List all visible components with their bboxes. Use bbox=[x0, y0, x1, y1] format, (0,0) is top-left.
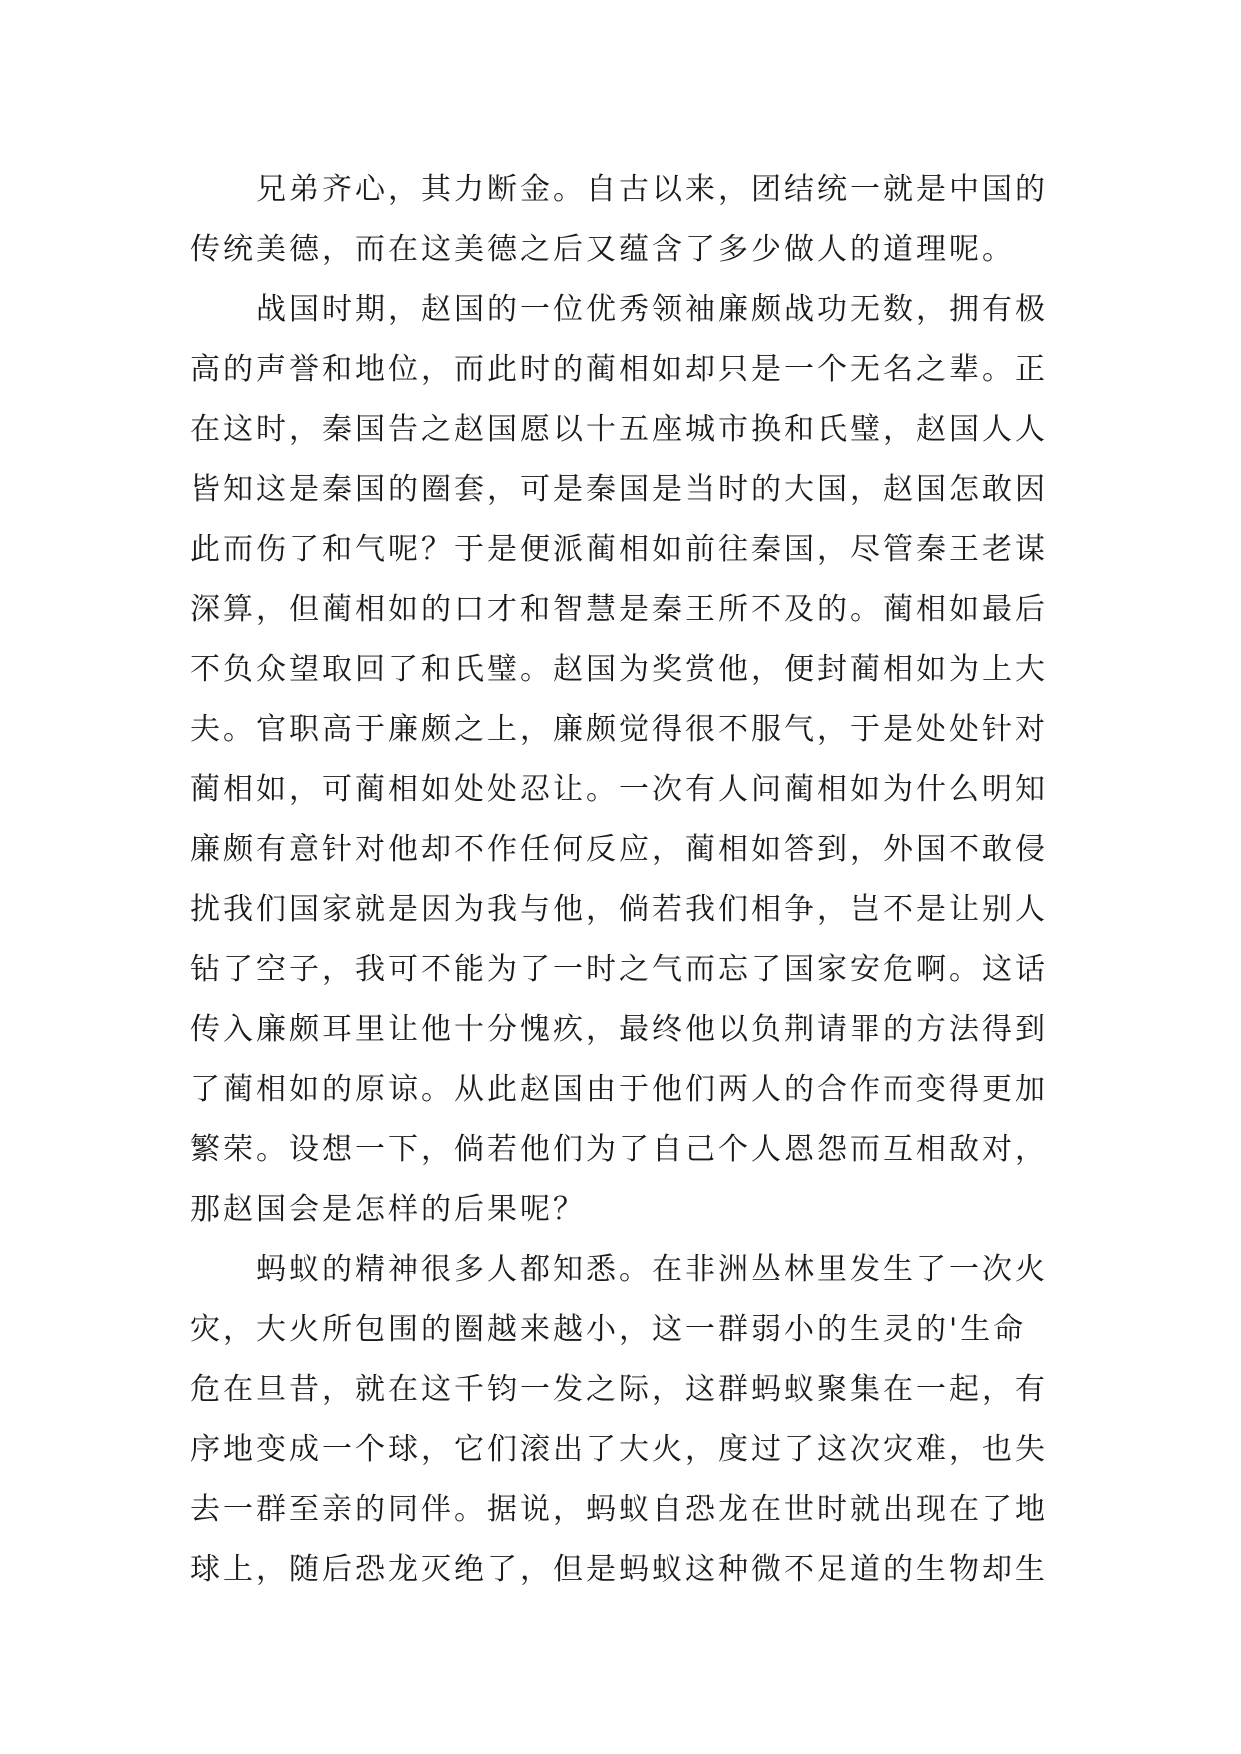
text-line: 高的声誉和地位，而此时的蔺相如却只是一个无名之辈。正 bbox=[190, 352, 1048, 387]
text-line: 繁荣。设想一下，倘若他们为了自己个人恩怨而互相敌对， bbox=[190, 1132, 1048, 1167]
text-line: 蔺相如，可蔺相如处处忍让。一次有人问蔺相如为什么明知 bbox=[190, 772, 1048, 807]
text-line: 那赵国会是怎样的后果呢？ bbox=[190, 1192, 586, 1227]
text-line: 蚂蚁的精神很多人都知悉。在非洲丛林里发生了一次火 bbox=[190, 1252, 1048, 1287]
text-line: 战国时期，赵国的一位优秀领袖廉颇战功无数，拥有极 bbox=[190, 292, 1048, 327]
text-line: 深算，但蔺相如的口才和智慧是秦王所不及的。蔺相如最后 bbox=[190, 592, 1048, 627]
text-line: 在这时，秦国告之赵国愿以十五座城市换和氏璧，赵国人人 bbox=[190, 412, 1048, 447]
text-line: 传入廉颇耳里让他十分愧疚，最终他以负荆请罪的方法得到 bbox=[190, 1012, 1048, 1047]
text-line: 皆知这是秦国的圈套，可是秦国是当时的大国，赵国怎敢因 bbox=[190, 472, 1048, 507]
text-line: 钻了空子，我可不能为了一时之气而忘了国家安危啊。这话 bbox=[190, 952, 1048, 987]
text-line: 球上，随后恐龙灭绝了，但是蚂蚁这种微不足道的生物却生 bbox=[190, 1552, 1048, 1587]
text-line: 扰我们国家就是因为我与他，倘若我们相争，岂不是让别人 bbox=[190, 892, 1048, 927]
text-line: 此而伤了和气呢？于是便派蔺相如前往秦国，尽管秦王老谋 bbox=[190, 532, 1048, 567]
text-line: 夫。官职高于廉颇之上，廉颇觉得很不服气，于是处处针对 bbox=[190, 712, 1048, 747]
text-line: 危在旦昔，就在这千钧一发之际，这群蚂蚁聚集在一起，有 bbox=[190, 1372, 1048, 1407]
body-text bbox=[190, 160, 1070, 1600]
text-line: 去一群至亲的同伴。据说，蚂蚁自恐龙在世时就出现在了地 bbox=[190, 1492, 1048, 1527]
text-line: 不负众望取回了和氏璧。赵国为奖赏他，便封蔺相如为上大 bbox=[190, 652, 1048, 687]
text-line: 兄弟齐心，其力断金。自古以来，团结统一就是中国的 bbox=[190, 172, 1048, 207]
text-line: 了蔺相如的原谅。从此赵国由于他们两人的合作而变得更加 bbox=[190, 1072, 1048, 1107]
text-line: 序地变成一个球，它们滚出了大火，度过了这次灾难，也失 bbox=[190, 1432, 1048, 1467]
text-line: 传统美德，而在这美德之后又蕴含了多少做人的道理呢。 bbox=[190, 232, 1015, 267]
text-line: 灾，大火所包围的圈越来越小，这一群弱小的生灵的'生命 bbox=[190, 1312, 1027, 1347]
text-line: 廉颇有意针对他却不作任何反应，蔺相如答到，外国不敢侵 bbox=[190, 832, 1048, 867]
